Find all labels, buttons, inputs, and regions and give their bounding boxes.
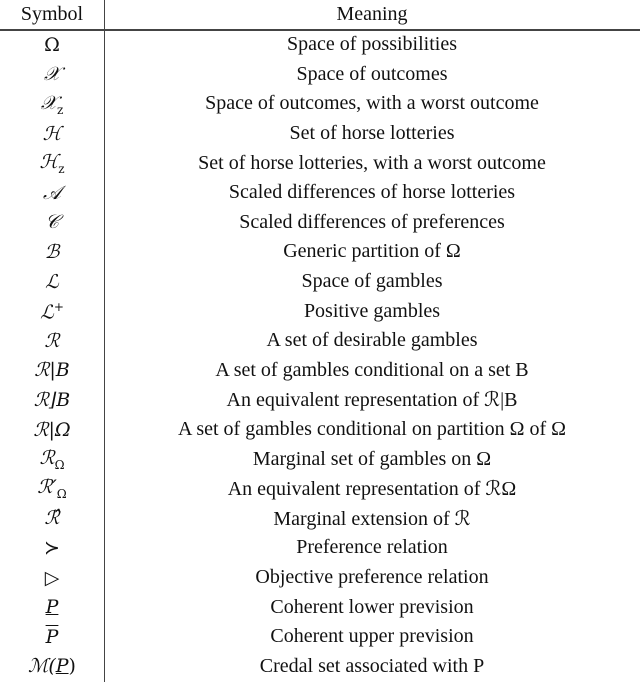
table-row [0, 356, 640, 386]
meaning-cell: Objective preference relation [255, 566, 489, 589]
symbol-cell: ≻ [44, 536, 60, 559]
symbol-cell: ℛ|Ω [33, 418, 71, 441]
symbol-cell: ℒ+ [40, 299, 64, 323]
symbol-cell: ℳ(P) [28, 655, 76, 678]
table-row [0, 444, 640, 474]
table-row [0, 652, 640, 682]
table-row [0, 89, 640, 119]
meaning-cell: Credal set associated with P [259, 654, 485, 677]
symbol-cell: Ω [44, 33, 60, 56]
table-row [0, 504, 640, 534]
symbol-cell: P [45, 596, 59, 619]
symbol-cell: ℛ⌋B [33, 388, 71, 411]
symbol-cell: ℋ$_z$ [39, 150, 65, 176]
symbol-cell: $ℛ'_\Omega$ [37, 476, 67, 502]
table-row [0, 30, 640, 60]
table-row [0, 474, 640, 504]
table-header [0, 0, 640, 30]
meaning-cell: Space of outcomes, with a worst outcome [205, 92, 539, 115]
table-row [0, 208, 640, 238]
table-row [0, 237, 640, 267]
symbol-cell: 𝒜 [43, 181, 61, 204]
meaning-cell: Generic partition of Ω [283, 240, 461, 263]
table-row [0, 119, 640, 149]
meaning-cell: Marginal set of gambles on Ω [252, 447, 492, 470]
meaning-cell: An equivalent representation of ℛ|B [226, 389, 518, 412]
meaning-cell: Space of gambles [301, 270, 443, 293]
table-row [0, 296, 640, 326]
symbol-cell: $\overline{P}$ [45, 625, 59, 648]
meaning-cell: Scaled differences of preferences [239, 210, 505, 233]
meaning-cell: A set of desirable gambles [266, 329, 478, 352]
symbol-cell: ℛ [44, 329, 60, 352]
meaning-cell: Coherent upper prevision [270, 625, 474, 648]
meaning-cell: An equivalent representation of ℛΩ [227, 478, 517, 501]
meaning-cell: Positive gambles [303, 299, 441, 322]
table-row [0, 148, 640, 178]
meaning-cell: Set of horse lotteries [289, 122, 455, 145]
symbol-cell: 𝒞 [45, 211, 59, 234]
meaning-cell: Scaled differences of horse lotteries [228, 181, 516, 204]
symbol-cell: ▷ [44, 566, 60, 589]
meaning-cell: A set of gambles conditional on a set B [215, 358, 529, 381]
table-row [0, 415, 640, 445]
table-row [0, 326, 640, 356]
table-row [0, 60, 640, 90]
symbol-cell: ℛ$_\Omega$ [39, 446, 65, 472]
meaning-cell: Marginal extension of ℛ [273, 507, 471, 530]
meaning-cell: Preference relation [296, 536, 448, 559]
table-row [0, 533, 640, 563]
table-row [0, 592, 640, 622]
header-meaning: Meaning [336, 3, 408, 26]
table-row [0, 178, 640, 208]
symbol-cell: ℛ̂ [44, 507, 60, 530]
table-row [0, 267, 640, 297]
meaning-cell: Coherent lower prevision [270, 595, 474, 618]
meaning-cell: Set of horse lotteries, with a worst outcome [198, 151, 546, 174]
meaning-cell: Space of outcomes [296, 62, 448, 85]
symbol-cell: 𝒳$_z$ [40, 91, 64, 117]
meaning-cell: A set of gambles conditional on partition Ω of Ω [178, 418, 566, 441]
symbol-cell: ℬ [44, 240, 60, 263]
header-symbol: Symbol [20, 3, 84, 26]
symbol-cell: ℒ [45, 270, 59, 293]
meaning-cell: Space of possibilities [287, 33, 457, 56]
table-row [0, 622, 640, 652]
symbol-cell: ℋ [42, 122, 62, 145]
symbol-cell: ℛ|B [34, 359, 70, 382]
symbol-cell: 𝒳 [43, 63, 61, 86]
table-row [0, 563, 640, 593]
table-row [0, 385, 640, 415]
